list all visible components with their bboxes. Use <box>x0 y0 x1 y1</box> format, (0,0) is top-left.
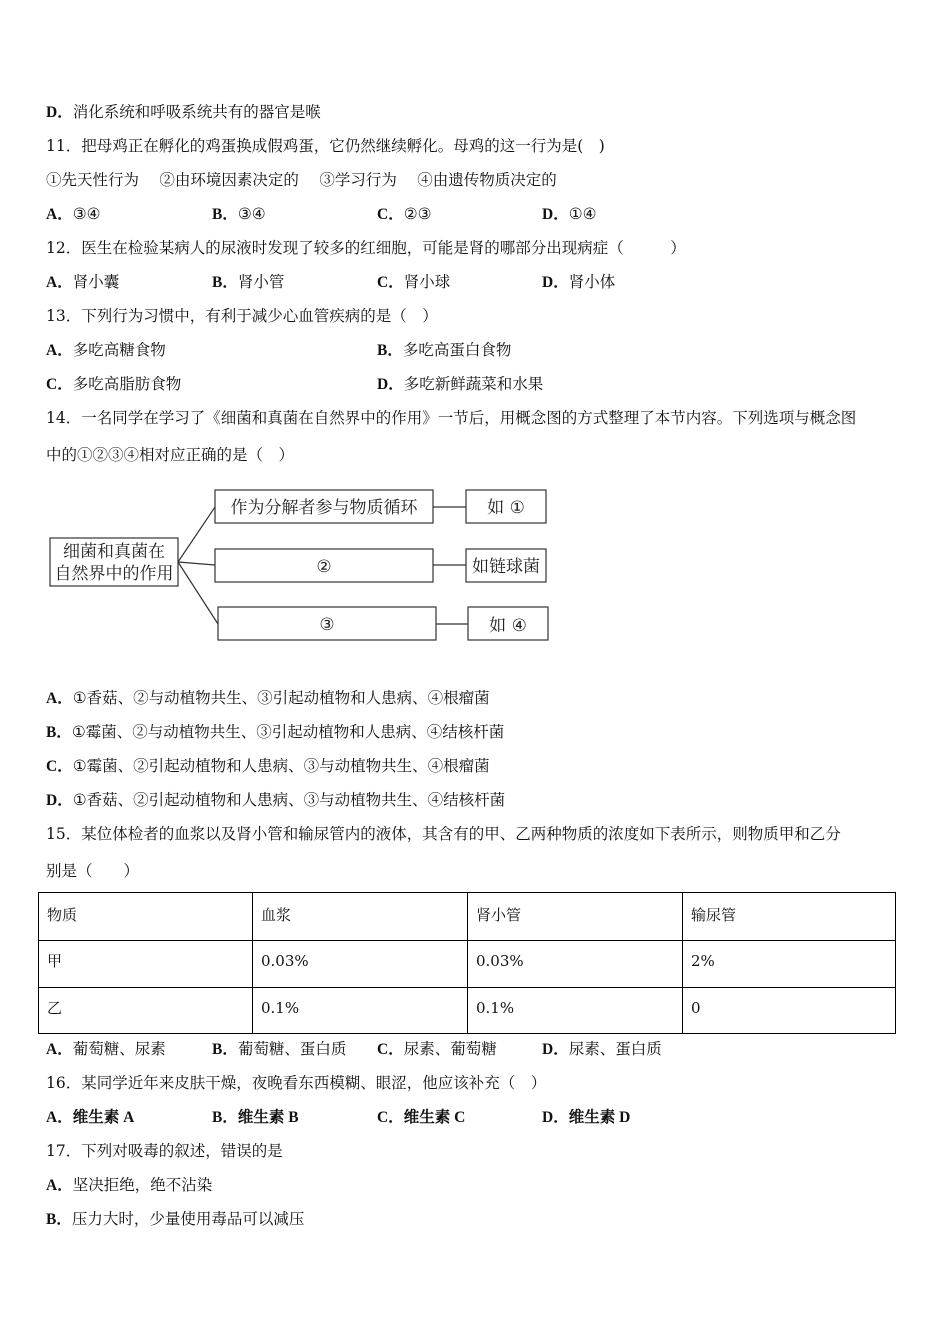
table-row1-plasma: 0.03% <box>261 952 309 970</box>
table-header-tubule: 肾小管 <box>476 906 522 924</box>
table-row1-ureter: 2% <box>691 952 715 970</box>
q12-option-a: A．肾小囊 <box>46 273 120 291</box>
q15-option-a: A．葡萄糖、尿素 <box>46 1040 166 1058</box>
table-row2-plasma: 0.1% <box>261 999 300 1017</box>
q15-option-c: C．尿素、葡萄糖 <box>377 1040 497 1058</box>
q16-option-b: B．维生素 B <box>212 1109 299 1126</box>
q15-stem-line2: 别是（ ） <box>46 862 140 880</box>
q14-option-c: C．①霉菌、②引起动植物和人患病、③与动植物共生、④根瘤菌 <box>46 757 490 775</box>
q10-option-d: D．消化系统和呼吸系统共有的器官是喉 <box>46 103 321 121</box>
q14-option-b: B．①霉菌、②与动植物共生、③引起动植物和人患病、④结核杆菌 <box>46 723 505 741</box>
q12-option-c: C．肾小球 <box>377 273 451 291</box>
q14-stem-line2: 中的①②③④相对应正确的是（ ） <box>46 446 295 464</box>
q11-statements: ①先天性行为 ②由环境因素决定的 ③学习行为 ④由遗传物质决定的 <box>46 171 557 189</box>
q11-stem: 11．把母鸡正在孵化的鸡蛋换成假鸡蛋，它仍然继续孵化。母鸡的这一行为是( ) <box>46 137 605 155</box>
table-header-ureter: 输尿管 <box>691 906 737 924</box>
diagram-example2: 如链球菌 <box>472 557 540 577</box>
table-row2-substance: 乙 <box>47 999 63 1017</box>
concept-diagram <box>0 470 950 660</box>
q16-option-d: D．维生素 D <box>542 1109 631 1126</box>
diagram-branch2: ② <box>316 557 332 577</box>
table-header-plasma: 血浆 <box>261 906 292 924</box>
q14-stem-line1: 14．一名同学在学习了《细菌和真菌在自然界中的作用》一节后，用概念图的方式整理了本节内容。下列选项与概念图 <box>46 409 857 427</box>
table-header-substance: 物质 <box>47 906 78 924</box>
diagram-example1: 如 ① <box>487 498 525 518</box>
q11-option-d: D．①④ <box>542 205 597 223</box>
q11-option-b: B．③④ <box>212 205 266 223</box>
q12-stem: 12．医生在检验某病人的尿液时发现了较多的红细胞，可能是肾的哪部分出现病症（ ） <box>46 239 686 257</box>
table-row1-tubule: 0.03% <box>476 952 524 970</box>
q13-option-c: C．多吃高脂肪食物 <box>46 375 182 393</box>
q13-option-d: D．多吃新鲜蔬菜和水果 <box>377 375 544 393</box>
q15-option-b: B．葡萄糖、蛋白质 <box>212 1040 347 1058</box>
q17-option-a: A．坚决拒绝，绝不沾染 <box>46 1176 213 1194</box>
q13-option-a: A．多吃高糖食物 <box>46 341 166 359</box>
q17-stem: 17．下列对吸毒的叙述，错误的是 <box>46 1142 283 1160</box>
q11-option-a: A．③④ <box>46 205 101 223</box>
table-row2-tubule: 0.1% <box>476 999 515 1017</box>
diagram-branch3: ③ <box>319 615 335 635</box>
table-row1-substance: 甲 <box>47 952 63 970</box>
table-row2-ureter: 0 <box>691 999 701 1017</box>
q13-option-b: B．多吃高蛋白食物 <box>377 341 512 359</box>
diagram-example3: 如 ④ <box>489 616 527 636</box>
q14-option-d: D．①香菇、②引起动植物和人患病、③与动植物共生、④结核杆菌 <box>46 791 506 809</box>
q12-option-b: B．肾小管 <box>212 273 285 291</box>
diagram-root-line1: 细菌和真菌在 <box>63 542 165 562</box>
q16-option-c: C．维生素 C <box>377 1109 466 1126</box>
q12-option-d: D．肾小体 <box>542 273 616 291</box>
q17-option-b: B．压力大时，少量使用毒品可以减压 <box>46 1210 305 1228</box>
q14-option-a: A．①香菇、②与动植物共生、③引起动植物和人患病、④根瘤菌 <box>46 689 490 707</box>
diagram-root-line2: 自然界中的作用 <box>54 564 174 584</box>
concentration-table <box>38 892 896 1034</box>
q11-option-c: C．②③ <box>377 205 432 223</box>
q16-stem: 16．某同学近年来皮肤干燥，夜晚看东西模糊、眼涩，他应该补充（ ） <box>46 1074 547 1092</box>
diagram-branch1: 作为分解者参与物质循环 <box>230 498 418 518</box>
q16-option-a: A．维生素 A <box>46 1109 135 1126</box>
q15-stem-line1: 15．某位体检者的血浆以及肾小管和输尿管内的液体，其含有的甲、乙两种物质的浓度如下表所示，则物质甲和乙分 <box>46 825 841 843</box>
q13-stem: 13．下列行为习惯中，有利于减少心血管疾病的是（ ） <box>46 307 438 325</box>
q15-option-d: D．尿素、蛋白质 <box>542 1040 662 1058</box>
